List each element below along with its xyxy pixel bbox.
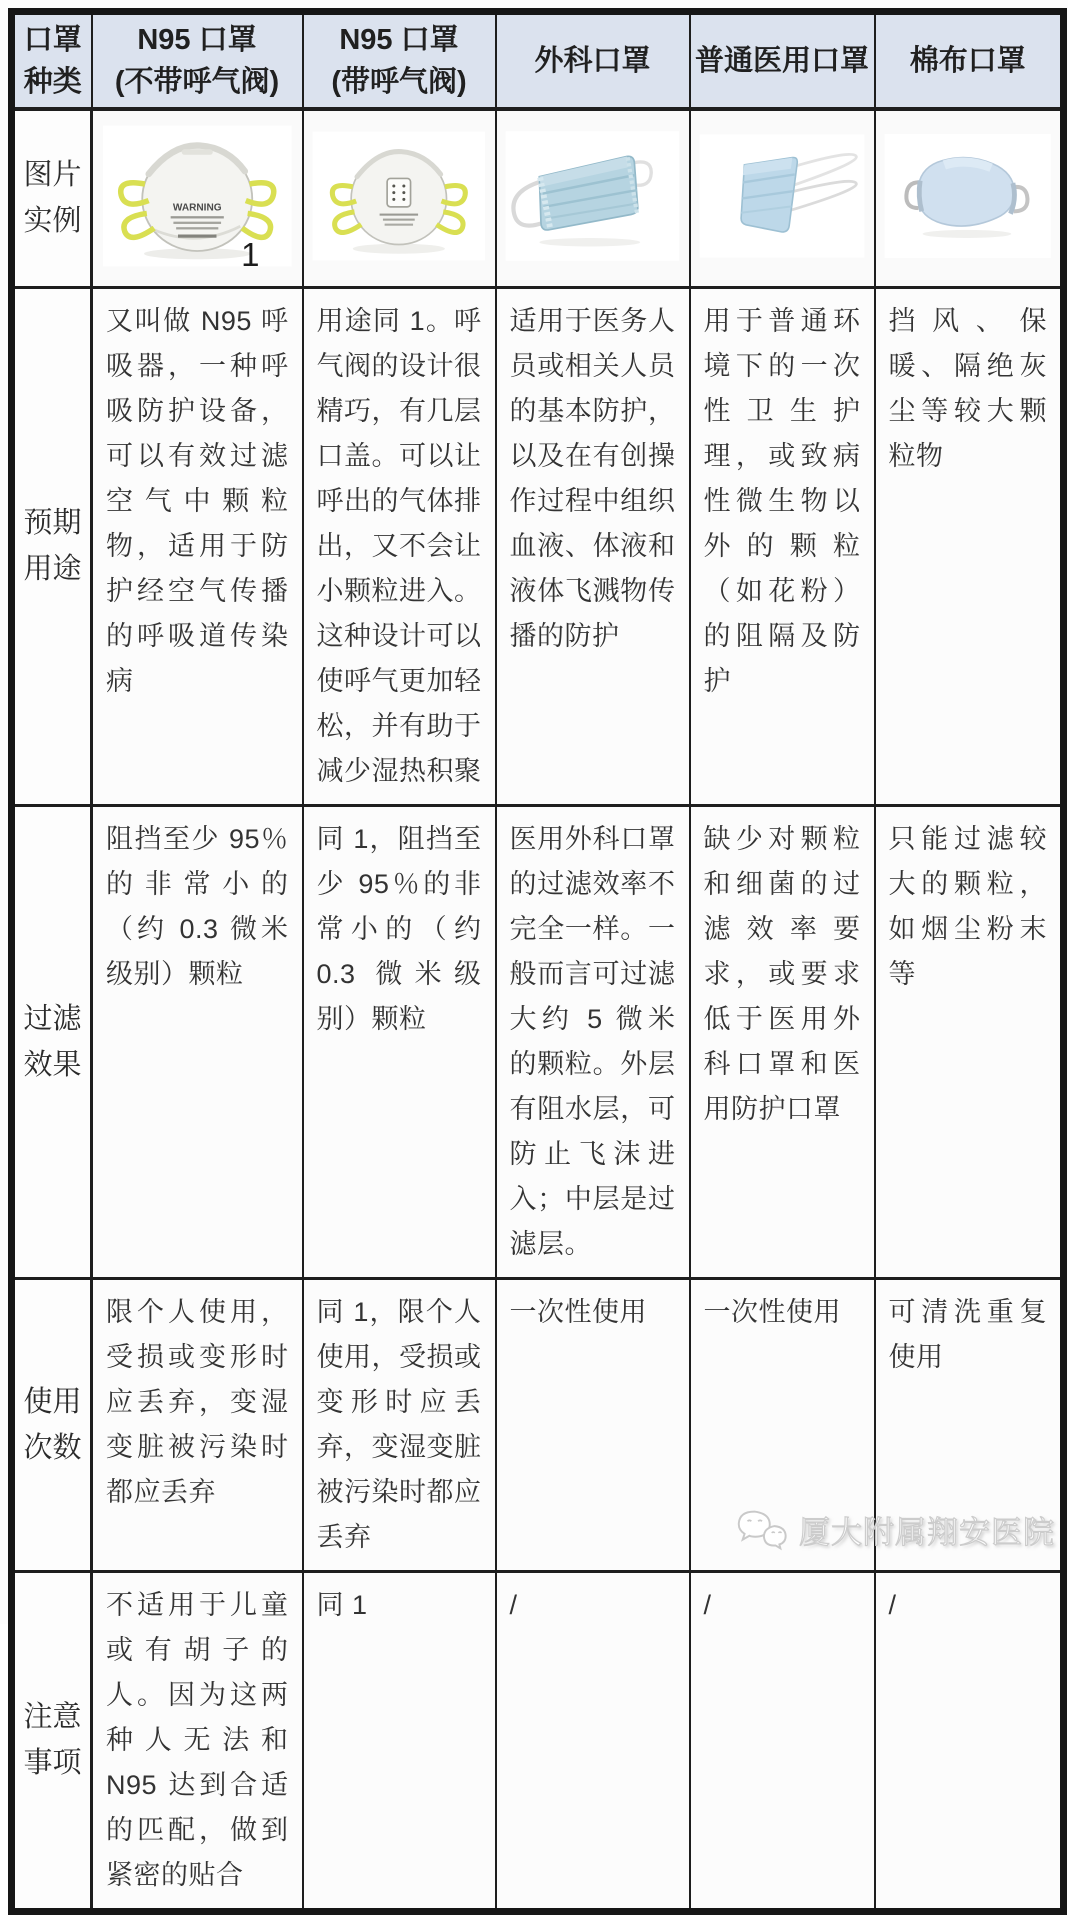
watermark-text: 厦大附属翔安医院 [799,1507,1055,1552]
table-cell: 适用于医务人员或相关人员的基本防护，以及在有创操作过程中组织血液、体液和液体飞溅物传播的防护 [496,287,690,805]
table-cell: 限个人使用，受损或变形时应丢弃，变湿变脏被污染时都应丢弃 [92,1278,303,1571]
hospital-watermark [733,1506,1055,1552]
table-cell [92,109,303,287]
corner-header-line2: 种类 [17,61,89,103]
table-cell: 用于普通环境下的一次性卫生护理，或致病性微生物以外的颗粒（如花粉）的阻隔及防护 [690,287,875,805]
intended-use-row [12,287,1064,805]
column-header-ordinary-medical: 普通医用口罩 [690,12,875,110]
picture-example-row [12,109,1064,287]
mask-comparison-table [8,8,1067,1915]
surgical-mask-photo [504,121,681,271]
table-cell: / [690,1571,875,1911]
table-cell: 只能过滤较大的颗粒，如烟尘粉末等 [875,805,1064,1278]
column-header-n95-with-valve: N95 口罩 (带呼气阀) [303,12,496,110]
row-label-filtering-effect: 过滤 效果 [12,805,92,1278]
row-label-picture-example: 图片 实例 [12,109,92,287]
n95-mask-with-valve-photo [311,121,487,271]
mask-print-warning: WARNING [173,202,222,213]
table-cell: 医用外科口罩的过滤效率不完全一样。一般而言可过滤大约 5 微米的颗粒。外层有阻水层，可防止飞沫进入；中层是过滤层。 [496,805,690,1278]
row-label-usage-count: 使用 次数 [12,1278,92,1571]
table-cell: 用途同 1。呼气阀的设计很精巧，有几层口盖。可以让呼出的气体排出，又不会让小颗粒进入。这种设计可以使呼气更加轻松，并有助于减少湿热积聚 [303,287,496,805]
table-cell: 缺少对颗粒和细菌的过滤效率要求，或要求低于医用外科口罩和医用防护口罩 [690,805,875,1278]
corner-header-line1: 口罩 [17,19,89,61]
column-header-n95-without-valve: N95 口罩 (不带呼气阀) [92,12,303,110]
row-label-intended-use: 预期 用途 [12,287,92,805]
filtering-effect-row [12,805,1064,1278]
table-cell [496,109,690,287]
column-header-cotton: 棉布口罩 [875,12,1064,110]
table-cell: 一次性使用 [496,1278,690,1571]
wechat-logo-icon [733,1506,791,1552]
corner-header-mask-type [12,12,92,110]
precautions-row [12,1571,1064,1911]
table-cell: 又叫做 N95 呼吸器，一种呼吸防护设备，可以有效过滤空气中颗粒物，适用于防护经空气传播的呼吸道传染病 [92,287,303,805]
table-cell: / [496,1571,690,1911]
n95-mask-without-valve-photo [101,121,293,271]
header-row [12,12,1064,110]
table-cell [690,109,875,287]
table-cell: 同 1，限个人使用，受损或变形时应丢弃，变湿变脏被污染时都应丢弃 [303,1278,496,1571]
table-cell: 阻挡至少 95％的非常小的（约 0.3 微米级别）颗粒 [92,805,303,1278]
table-cell: 同 1，阻挡至少 95％的非常小的（约 0.3 微米级别）颗粒 [303,805,496,1278]
row-label-precautions: 注意 事项 [12,1571,92,1911]
table-cell: 挡风、保暖、隔绝灰尘等较大颗粒物 [875,287,1064,805]
column-header-surgical: 外科口罩 [496,12,690,110]
table-cell: 同 1 [303,1571,496,1911]
table-cell: / [875,1571,1064,1911]
table-cell: 不适用于儿童或有胡子的人。因为这两种人无法和 N95 达到合适的匹配，做到紧密的贴合 [92,1571,303,1911]
table-cell [875,109,1064,287]
table-cell [303,109,496,287]
ordinary-medical-mask-photo [698,121,866,271]
cotton-mask-photo [883,121,1052,271]
table-cell: 一次性使用 [690,1278,875,1571]
image-annotation-1: 1 [241,236,259,274]
table-cell: 可清洗重复使用 [875,1278,1064,1571]
